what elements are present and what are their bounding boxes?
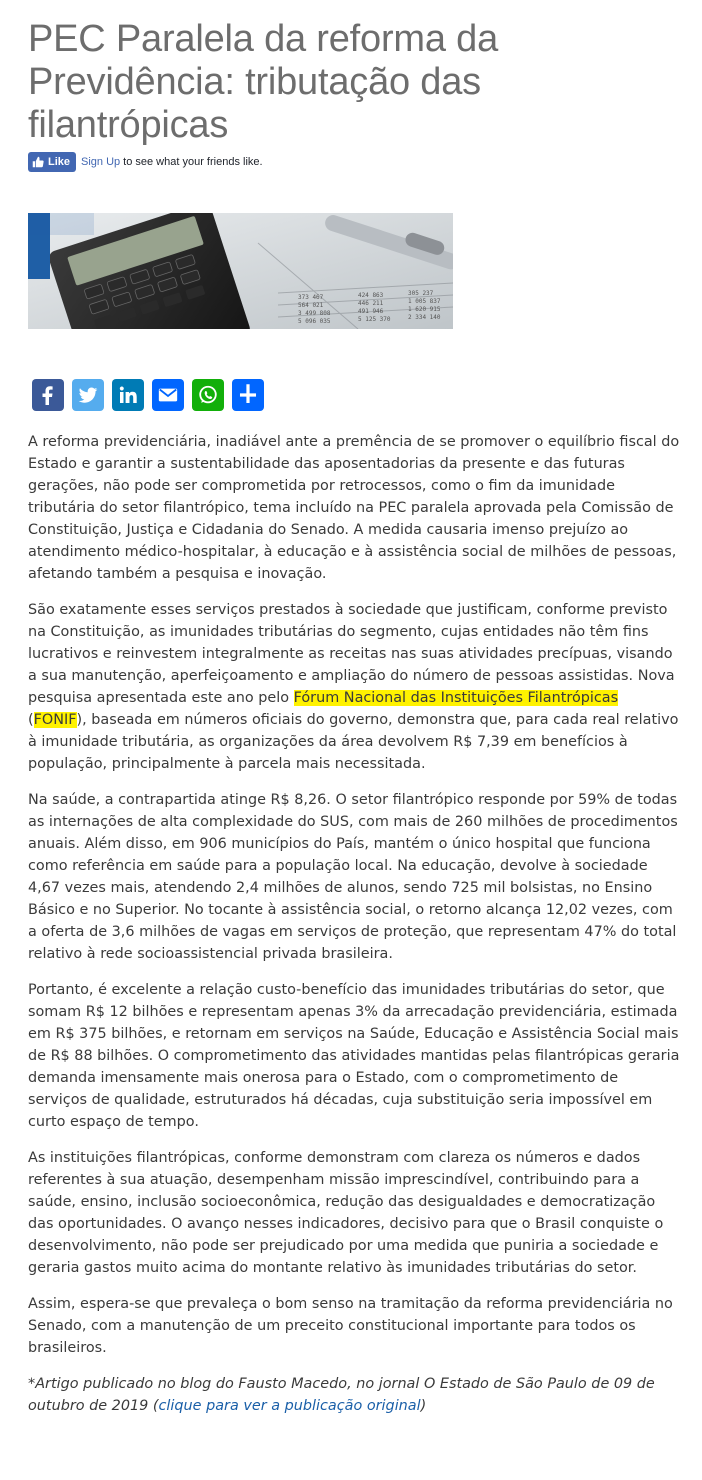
email-share-button[interactable] [152, 379, 184, 411]
facebook-like-button[interactable] [28, 152, 76, 172]
paragraph-1: A reforma previdenciária, inadiável ante a premência de se promover o equilíbrio fiscal do Estado e garantir a sustentabilidade das aposentadorias da presente e das futuras gerações, não pode ser comprometida por retrocessos, como o fim da imunidade tributária do setor filantrópico, tema incluído na PEC paralela aprovada pela Comissão de Constituição, Justiça e Cidadania do Senado. A medida causaria imenso prejuízo ao atendimento médico-hospitalar, à educação e à assistência social de milhões de pessoas, afetando também a pesquisa e inovação. [28, 434, 680, 582]
article-title: PEC Paralela da reforma da Previdência: tributação das filantrópicas [28, 18, 499, 146]
facebook-signup-link[interactable]: Sign Up [81, 156, 121, 168]
linkedin-icon [118, 385, 138, 405]
svg-text:491 946: 491 946 [358, 308, 384, 315]
facebook-icon [38, 385, 58, 405]
thumbs-up-icon [32, 156, 44, 168]
paragraph-3: Na saúde, a contrapartida atinge R$ 8,26. O setor filantrópico responde por 59% de todas as internações de alta complexidade do SUS, com mais de 260 milhões de procedimentos anuais. Além disso, em 906 municípios do País, mantém o único hospital que funciona como referência em saúde para a população local. Na educação, devolve à sociedade 4,67 vezes mais, atendendo 2,4 milhões de alunos, sendo 725 mil bolsistas, no Ensino Básico e no Superior. No tocante à assistência social, o retorno alcança 12,02 vezes, com a oferta de 3,6 milhões de vagas em serviços de proteção, que representam 47% do total relativo à rede socioassistencial privada brasileira. [28, 792, 678, 962]
share-icon [237, 384, 259, 406]
svg-text:1 005 837: 1 005 837 [408, 298, 441, 305]
svg-text:424 863: 424 863 [358, 292, 384, 299]
footnote-close: ) [420, 1398, 427, 1414]
whatsapp-icon [197, 384, 219, 406]
svg-text:3 499 808: 3 499 808 [298, 310, 331, 317]
article-container [28, 18, 680, 1414]
svg-text:564 021: 564 021 [298, 302, 324, 309]
twitter-icon [77, 384, 99, 406]
paragraph-4: Portanto, é excelente a relação custo-benefício das imunidades tributárias do setor, que somam R$ 12 bilhões e representam apenas 3% da arrecadação previdenciária, estimada em R$ 375 bilhões, e retornam em serviços na Saúde, Educação e Assistência Social mais de R$ 88 bilhões. O comprometimento das atividades mantidas pelas filantrópicas geraria demanda imensamente mais onerosa para o Estado, com o comprometimento de serviços de qualidade, estruturados há décadas, cuja substituição seria impossível em curto espaço de tempo. [28, 982, 680, 1130]
paragraph-6: Assim, espera-se que prevaleça o bom senso na tramitação da reforma previdenciária no Senado, com a manutenção de um preceito constitucional importante para todos os brasileiros. [28, 1296, 673, 1356]
fonif-highlight: Fórum Nacional das Instituições Filantrópicas [293, 690, 619, 706]
paragraph-2 [28, 599, 680, 775]
svg-text:373 467: 373 467 [298, 294, 324, 301]
email-icon [157, 384, 179, 406]
facebook-share-button[interactable] [32, 379, 64, 411]
whatsapp-share-button[interactable] [192, 379, 224, 411]
fonif-acronym-highlight: FONIF [33, 712, 77, 728]
facebook-signup-suffix: to see what your friends like. [123, 156, 263, 168]
facebook-like-bar [28, 152, 680, 172]
svg-text:5 096 035: 5 096 035 [298, 318, 331, 325]
svg-text:5 125 370: 5 125 370 [358, 316, 391, 323]
share-buttons [32, 379, 264, 411]
paragraph-2-paren: ( [28, 712, 34, 728]
article-body [28, 431, 680, 1431]
generic-share-button[interactable] [232, 379, 264, 411]
footnote-text: *Artigo publicado no blog do Fausto Macedo, no jornal O Estado de São Paulo de 09 de outubro de 2019 ( [28, 1376, 655, 1414]
paragraph-2-rest: ), baseada em números oficiais do governo, demonstra que, para cada real relativo à imunidade tributária, as organizações da área devolvem R$ 7,39 em benefícios à população, principalmente à parcela mais necessitada. [28, 712, 679, 772]
original-publication-link[interactable]: clique para ver a publicação original [158, 1398, 421, 1414]
svg-text:2 334 140: 2 334 140 [408, 314, 441, 321]
twitter-share-button[interactable] [72, 379, 104, 411]
svg-text:305 237: 305 237 [408, 290, 434, 297]
article-footnote [28, 1373, 680, 1417]
svg-text:1 620 915: 1 620 915 [408, 306, 441, 313]
linkedin-share-button[interactable] [112, 379, 144, 411]
facebook-like-label: Like [48, 156, 71, 168]
article-hero-image [28, 213, 453, 329]
svg-text:446 211: 446 211 [358, 300, 384, 307]
paragraph-2-text: São exatamente esses serviços prestados à sociedade que justificam, conforme previsto na Constituição, as imunidades tributárias do segmento, cujas entidades não têm fins lucrativos e reinvestem integralmente as receitas nas suas atividades precípuas, visando a sua manutenção, aperfeiçoamento e ampliação do número de pessoas assistidas. Nova pesquisa apresentada este ano pelo [28, 602, 675, 706]
paragraph-5: As instituições filantrópicas, conforme demonstram com clareza os números e dados referentes à sua atuação, desempenham missão imprescindível, contribuindo para a saúde, ensino, inclusão socioeconômica, redução das desigualdades e democratização das oportunidades. O avanço nesses indicadores, decisivo para que o Brasil conquiste o desenvolvimento, não pode ser prejudicado por uma medida que puniria a sociedade e geraria gastos muito acima do montante relativo às imunidades tributárias do setor. [28, 1150, 664, 1276]
calculator-photo [28, 213, 453, 329]
